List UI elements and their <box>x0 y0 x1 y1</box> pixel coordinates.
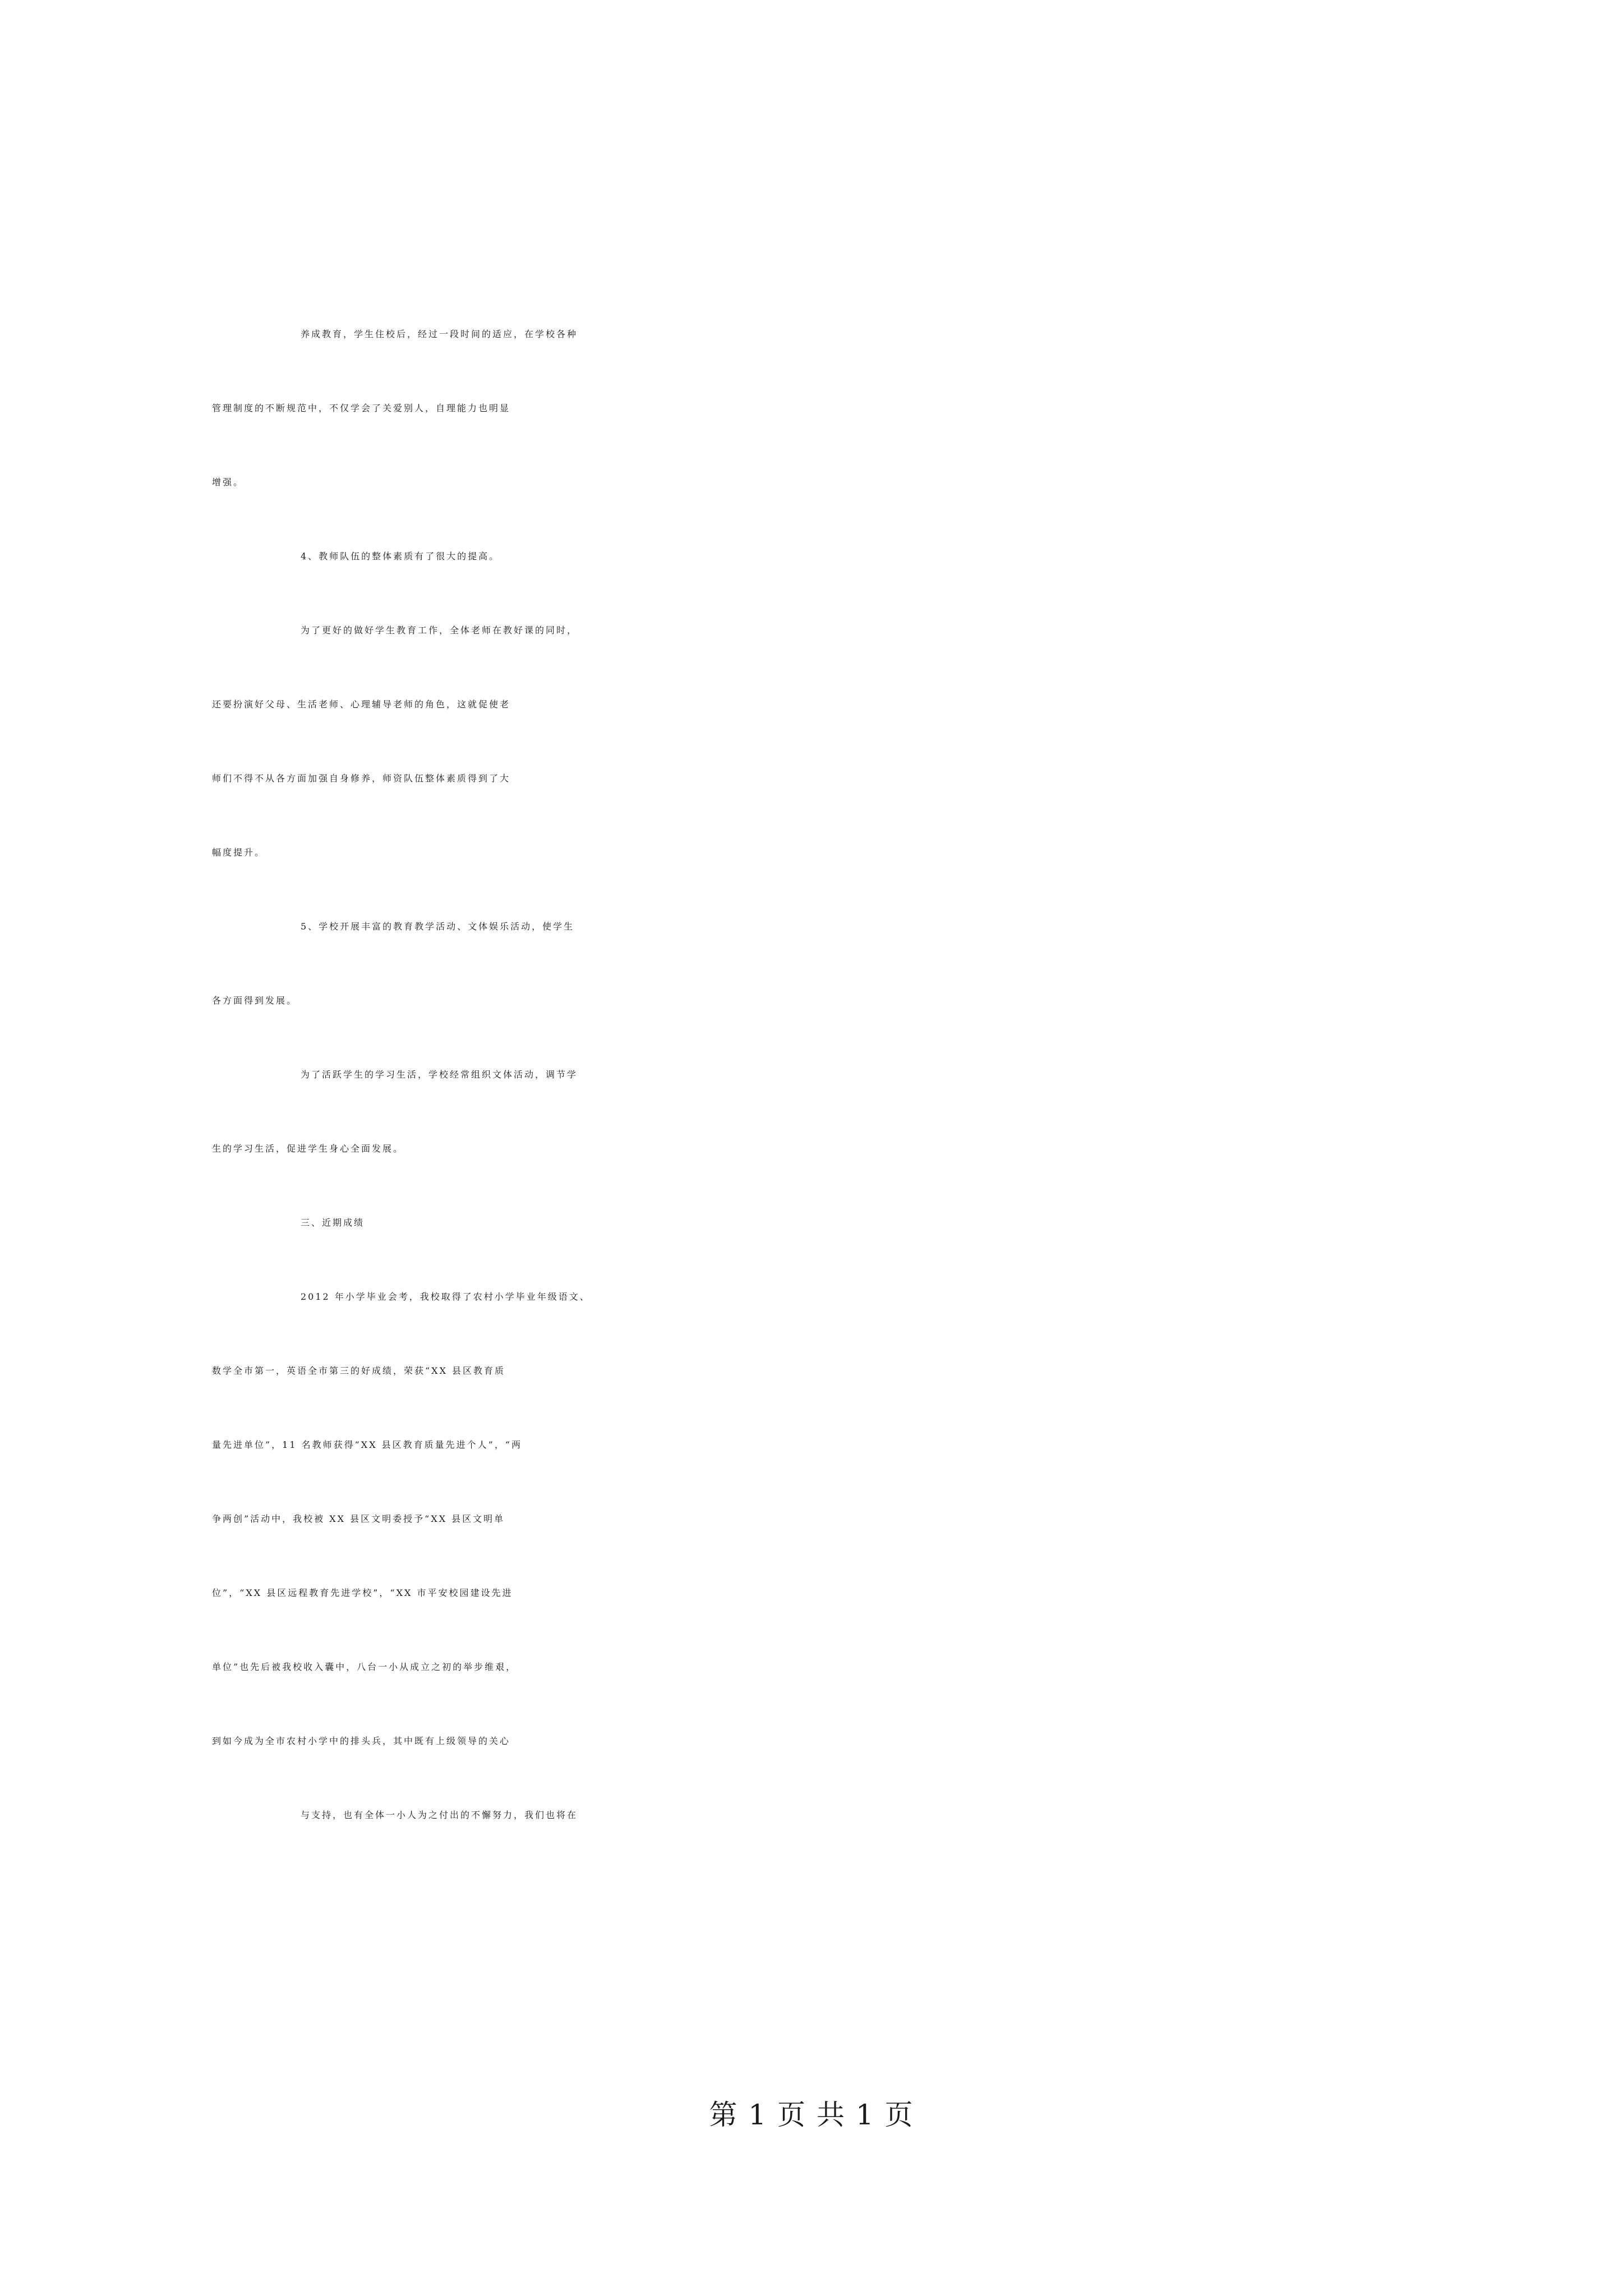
page-number-label: 第 1 页 共 1 页 <box>709 2099 914 2131</box>
text-line: 管理制度的不断规范中，不仅学会了关爱别人，自理能力也明显 <box>212 403 511 413</box>
text-line: 单位”也先后被我校收入囊中，八台一小从成立之初的举步维艰， <box>212 1662 517 1672</box>
text-line: 与支持，也有全体一小人为之付出的不懈努力，我们也将在 <box>301 1810 578 1820</box>
document-body <box>212 297 1418 1852</box>
text-line: 师们不得不从各方面加强自身修养，师资队伍整体素质得到了大 <box>212 773 511 784</box>
section-heading-line: 4、教师队伍的整体素质有了很大的提高。 <box>301 551 500 562</box>
text-line: 各方面得到发展。 <box>212 995 298 1006</box>
text-line: 还要扮演好父母、生活老师、心理辅导老师的角色，这就促使老 <box>212 699 511 710</box>
section-heading-line: 三、近期成绩 <box>301 1217 365 1228</box>
text-line: 为了活跃学生的学习生活，学校经常组织文体活动，调节学 <box>301 1069 578 1080</box>
text-line: 数学全市第一，英语全市第三的好成绩，荣获“XX 县区教育质 <box>212 1365 506 1376</box>
text-line: 幅度提升。 <box>212 847 266 858</box>
text-line: 为了更好的做好学生教育工作，全体老师在教好课的同时， <box>301 625 578 636</box>
page-footer <box>0 2095 1623 2134</box>
text-line: 2012 年小学毕业会考，我校取得了农村小学毕业年级语文、 <box>301 1291 591 1302</box>
text-line: 增强。 <box>212 477 245 487</box>
section-heading-line: 5、学校开展丰富的教育教学活动、文体娱乐活动，使学生 <box>301 921 575 932</box>
text-line: 位”，“XX 县区远程教育先进学校”，“XX 市平安校园建设先进 <box>212 1588 513 1598</box>
text-line: 争两创”活动中，我校被 XX 县区文明委授予“XX 县区文明单 <box>212 1513 505 1524</box>
text-line: 养成教育，学生住校后，经过一段时间的适应，在学校各种 <box>301 329 578 339</box>
text-line: 生的学习生活，促进学生身心全面发展。 <box>212 1143 404 1154</box>
text-line: 量先进单位”，11 名教师获得“XX 县区教育质量先进个人”，“两 <box>212 1439 523 1450</box>
text-line: 到如今成为全市农村小学中的排头兵，其中既有上级领导的关心 <box>212 1736 511 1746</box>
